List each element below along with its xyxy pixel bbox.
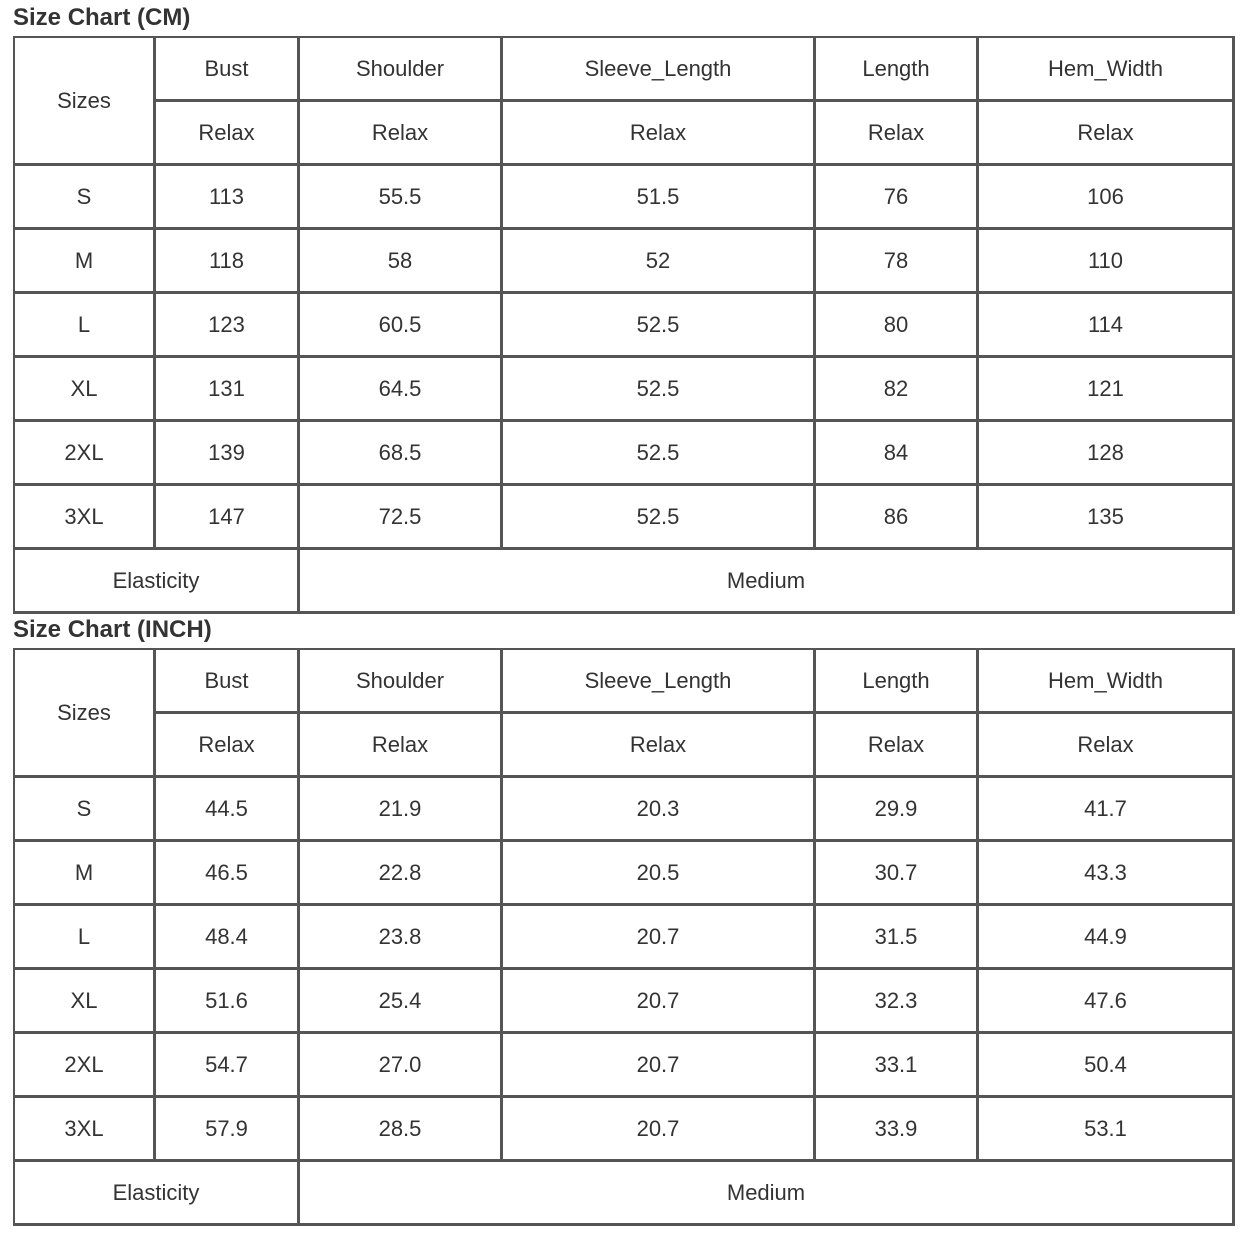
fit-header: Relax [156, 102, 300, 166]
measurement-cell: 32.3 [816, 970, 979, 1034]
fit-header: Relax [300, 102, 503, 166]
measurement-cell: 33.9 [816, 1098, 979, 1162]
chart-title: Size Chart (INCH) [13, 616, 212, 643]
measurement-cell: 30.7 [816, 842, 979, 906]
measurement-cell: 53.1 [979, 1098, 1235, 1162]
measurement-cell: 20.7 [503, 1098, 816, 1162]
elasticity-label: Elasticity [15, 550, 300, 614]
table-row [15, 358, 1235, 422]
column-header: Length [816, 38, 979, 102]
size-cell: L [15, 294, 156, 358]
column-header: Shoulder [300, 650, 503, 714]
measurement-cell: 60.5 [300, 294, 503, 358]
size-cell: M [15, 842, 156, 906]
measurement-cell: 43.3 [979, 842, 1235, 906]
size-table [13, 36, 1235, 614]
measurement-cell: 28.5 [300, 1098, 503, 1162]
fit-header: Relax [816, 102, 979, 166]
measurement-cell: 113 [156, 166, 300, 230]
table-row [15, 842, 1235, 906]
size-cell: 2XL [15, 422, 156, 486]
header-row-fit [15, 102, 1235, 166]
fit-header: Relax [979, 714, 1235, 778]
size-cell: 3XL [15, 1098, 156, 1162]
measurement-cell: 86 [816, 486, 979, 550]
measurement-cell: 20.5 [503, 842, 816, 906]
table-row [15, 166, 1235, 230]
measurement-cell: 27.0 [300, 1034, 503, 1098]
measurement-cell: 52.5 [503, 358, 816, 422]
measurement-cell: 114 [979, 294, 1235, 358]
size-chart-inch [13, 612, 1233, 1226]
chart-title: Size Chart (CM) [13, 4, 191, 31]
column-header: Length [816, 650, 979, 714]
measurement-cell: 78 [816, 230, 979, 294]
elasticity-label: Elasticity [15, 1162, 300, 1226]
column-header: Bust [156, 38, 300, 102]
table-row [15, 906, 1235, 970]
column-header: Shoulder [300, 38, 503, 102]
size-cell: S [15, 166, 156, 230]
measurement-cell: 58 [300, 230, 503, 294]
measurement-cell: 147 [156, 486, 300, 550]
table-row [15, 970, 1235, 1034]
measurement-cell: 52 [503, 230, 816, 294]
measurement-cell: 72.5 [300, 486, 503, 550]
measurement-cell: 25.4 [300, 970, 503, 1034]
measurement-cell: 123 [156, 294, 300, 358]
measurement-cell: 51.5 [503, 166, 816, 230]
measurement-cell: 131 [156, 358, 300, 422]
measurement-cell: 48.4 [156, 906, 300, 970]
measurement-cell: 84 [816, 422, 979, 486]
size-cell: M [15, 230, 156, 294]
size-cell: S [15, 778, 156, 842]
table-row [15, 294, 1235, 358]
header-row-measurements [15, 38, 1235, 102]
table-row [15, 486, 1235, 550]
measurement-cell: 52.5 [503, 294, 816, 358]
size-table [13, 648, 1235, 1226]
fit-header: Relax [300, 714, 503, 778]
size-cell: L [15, 906, 156, 970]
table-row [15, 422, 1235, 486]
measurement-cell: 76 [816, 166, 979, 230]
size-cell: XL [15, 970, 156, 1034]
table-row [15, 1034, 1235, 1098]
header-row-fit [15, 714, 1235, 778]
fit-header: Relax [503, 714, 816, 778]
measurement-cell: 20.3 [503, 778, 816, 842]
measurement-cell: 51.6 [156, 970, 300, 1034]
measurement-cell: 54.7 [156, 1034, 300, 1098]
measurement-cell: 41.7 [979, 778, 1235, 842]
measurement-cell: 64.5 [300, 358, 503, 422]
sizes-header: Sizes [15, 650, 156, 778]
size-cell: 3XL [15, 486, 156, 550]
measurement-cell: 52.5 [503, 486, 816, 550]
measurement-cell: 23.8 [300, 906, 503, 970]
measurement-cell: 57.9 [156, 1098, 300, 1162]
measurement-cell: 47.6 [979, 970, 1235, 1034]
measurement-cell: 29.9 [816, 778, 979, 842]
measurement-cell: 33.1 [816, 1034, 979, 1098]
size-cell: 2XL [15, 1034, 156, 1098]
measurement-cell: 55.5 [300, 166, 503, 230]
measurement-cell: 31.5 [816, 906, 979, 970]
elasticity-value: Medium [300, 1162, 1235, 1226]
measurement-cell: 20.7 [503, 1034, 816, 1098]
column-header: Hem_Width [979, 38, 1235, 102]
measurement-cell: 139 [156, 422, 300, 486]
fit-header: Relax [156, 714, 300, 778]
measurement-cell: 128 [979, 422, 1235, 486]
column-header: Sleeve_Length [503, 650, 816, 714]
measurement-cell: 52.5 [503, 422, 816, 486]
fit-header: Relax [979, 102, 1235, 166]
table-row [15, 778, 1235, 842]
column-header: Sleeve_Length [503, 38, 816, 102]
measurement-cell: 20.7 [503, 906, 816, 970]
size-chart-cm [13, 0, 1233, 614]
fit-header: Relax [503, 102, 816, 166]
measurement-cell: 68.5 [300, 422, 503, 486]
column-header: Bust [156, 650, 300, 714]
measurement-cell: 44.9 [979, 906, 1235, 970]
measurement-cell: 106 [979, 166, 1235, 230]
measurement-cell: 22.8 [300, 842, 503, 906]
elasticity-row [15, 1162, 1235, 1226]
measurement-cell: 46.5 [156, 842, 300, 906]
measurement-cell: 135 [979, 486, 1235, 550]
measurement-cell: 110 [979, 230, 1235, 294]
measurement-cell: 44.5 [156, 778, 300, 842]
fit-header: Relax [816, 714, 979, 778]
elasticity-row [15, 550, 1235, 614]
header-row-measurements [15, 650, 1235, 714]
size-cell: XL [15, 358, 156, 422]
sizes-header: Sizes [15, 38, 156, 166]
table-row [15, 230, 1235, 294]
measurement-cell: 21.9 [300, 778, 503, 842]
measurement-cell: 118 [156, 230, 300, 294]
measurement-cell: 50.4 [979, 1034, 1235, 1098]
measurement-cell: 121 [979, 358, 1235, 422]
column-header: Hem_Width [979, 650, 1235, 714]
measurement-cell: 82 [816, 358, 979, 422]
measurement-cell: 20.7 [503, 970, 816, 1034]
measurement-cell: 80 [816, 294, 979, 358]
elasticity-value: Medium [300, 550, 1235, 614]
table-row [15, 1098, 1235, 1162]
